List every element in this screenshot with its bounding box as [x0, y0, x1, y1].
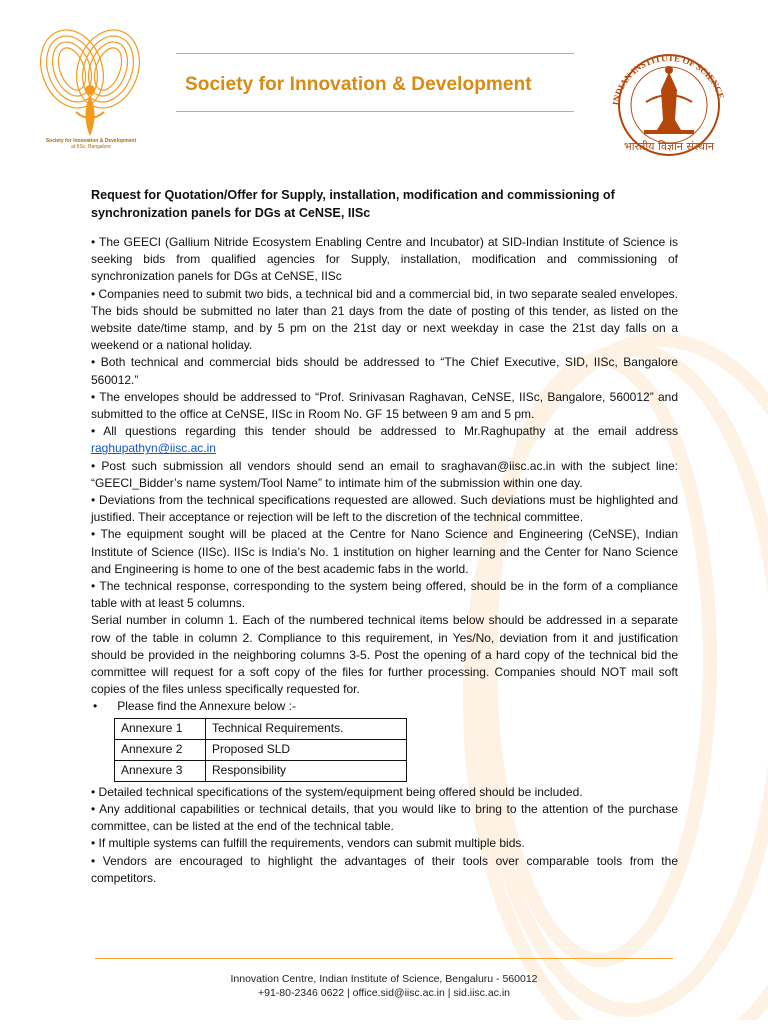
annexure-value: Responsibility	[206, 760, 407, 781]
footer-line	[95, 958, 673, 959]
paragraph-two-bids: • Companies need to submit two bids, a technical bid and a commercial bid, in two separate sealed envelopes. The bids should be submitted no later than 21 days from the date of posting of this tender, as listed on the website date/time stamp, and by 5 pm on the 21st day or next weekday in case the 21st day falls on a weekend or a national holiday.	[91, 286, 678, 353]
footer-address: Innovation Centre, Indian Institute of Science, Bengaluru - 560012	[230, 973, 538, 985]
iisc-logo-icon	[596, 50, 742, 156]
annexure-label: Annexure 3	[115, 760, 206, 781]
paragraph-technical-response: • The technical response, corresponding to the system being offered, should be in the form of a compliance table with at least 5 columns.	[91, 579, 678, 611]
footer	[0, 972, 768, 1000]
paragraph-questions-text: • All questions regarding this tender should be addressed to Mr.Raghupathy at the email address	[91, 424, 678, 439]
iisc-logo-hindi: भारतीय विज्ञान संस्थान	[623, 140, 715, 153]
document-body	[91, 186, 678, 887]
annexure-bullet: •	[93, 699, 98, 714]
annexure-intro-text: Please find the Annexure below :-	[117, 699, 296, 714]
paragraph-vendors-advantages: • Vendors are encouraged to highlight the advantages of their tools over comparable tools from the competitors.	[91, 853, 678, 885]
left-logo-caption-sub: at IISc, Bangalore	[71, 144, 111, 150]
paragraph-multiple-systems: • If multiple systems can fulfill the requirements, vendors can submit multiple bids.	[91, 836, 525, 851]
annexure-label: Annexure 2	[115, 739, 206, 760]
sid-logo-icon	[30, 24, 150, 154]
paragraph-serial-number: Serial number in column 1. Each of the numbered technical items below should be addressed in a separate row of the table in column 2. Compliance to this requirement, in Yes/No, deviation from it and justification should be provided in the neighboring columns 3-5. Post the opening of a hard copy of the technical bid the committee will request for a soft copy of the files for further processing. Companies should NOT mail soft copies of the files unless specifically requested for.	[91, 613, 678, 697]
header-line-bottom	[176, 111, 574, 112]
paragraph-deviations: • Deviations from the technical specifications requested are allowed. Such deviations must be highlighted and justified. Their acceptance or rejection will be left to the discretion of the technical committee.	[91, 493, 678, 525]
header-line-top	[176, 53, 574, 54]
document-title: Request for Quotation/Offer for Supply, installation, modification and commissioning of synchronization panels for DGs at CeNSE, IISc	[91, 188, 615, 220]
iisc-logo-text: INDIAN INSTITUTE OF SCIENCE	[610, 52, 727, 106]
left-logo-caption-title: Society for Innovation & Development	[45, 138, 137, 144]
paragraph-questions	[91, 423, 678, 457]
contact-email-link[interactable]: raghupathyn@iisc.ac.in	[91, 441, 216, 456]
annexure-value: Technical Requirements.	[206, 718, 407, 739]
paragraph-detailed-specs: • Detailed technical specifications of the system/equipment being offered should be included.	[91, 784, 583, 799]
paragraph-post-submission: • Post such submission all vendors should send an email to sraghavan@iisc.ac.in with the subject line: “GEECI_Bidder’s name system/Tool Name” to intimate him of the submission within one day.	[91, 458, 678, 490]
org-name: Society for Innovation & Development	[185, 74, 532, 95]
paragraph-geeci: • The GEECI (Gallium Nitride Ecosystem Enabling Centre and Incubator) at SID-Indian Institute of Science is seeking bids from qualified agencies for Supply, installation, modification and commissioning of synchronization panels for DGs at CeNSE, IISc	[91, 235, 678, 284]
annexure-value: Proposed SLD	[206, 739, 407, 760]
table-row	[115, 739, 407, 760]
footer-contact: +91-80-2346 0622 | office.sid@iisc.ac.in | sid.iisc.ac.in	[257, 987, 510, 999]
table-row	[115, 718, 407, 739]
annexure-table	[114, 718, 407, 782]
paragraph-additional-capabilities: • Any additional capabilities or technical details, that you would like to bring to the attention of the purchase committee, can be listed at the end of the technical table.	[91, 801, 678, 834]
annexure-label: Annexure 1	[115, 718, 206, 739]
left-logo-caption	[36, 138, 146, 150]
table-row	[115, 760, 407, 781]
annexure-intro	[91, 698, 678, 715]
paragraph-equipment-location: • The equipment sought will be placed at the Centre for Nano Science and Engineering (CeNSE), Indian Institute of Science (IISc). IISc is India’s No. 1 institution on higher learning and the Center for Nano Science and Engineering is home to one of the best academic fabs in the world.	[91, 527, 678, 576]
paragraph-envelopes: • The envelopes should be addressed to “Prof. Srinivasan Raghavan, CeNSE, IISc, Bangalore, 560012” and submitted to the office at CeNSE, IISc in Room No. GF 15 between 9 am and 5 pm.	[91, 389, 678, 422]
paragraph-addressed-to: • Both technical and commercial bids should be addressed to “The Chief Executive, SID, IISc, Bangalore 560012.”	[91, 355, 678, 387]
